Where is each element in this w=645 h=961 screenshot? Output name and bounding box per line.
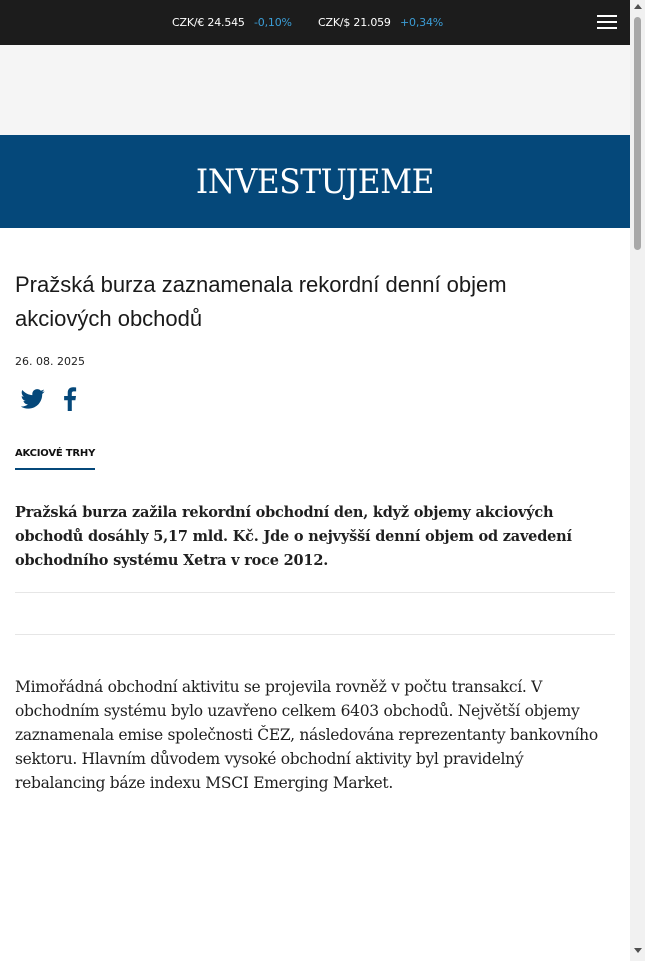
scroll-up-arrow-icon[interactable] [634, 4, 642, 9]
ticker-pair: CZK/$ 21.059 [318, 16, 391, 29]
brand-banner [0, 135, 630, 228]
ad-slot [0, 45, 630, 135]
ticker-change: -0,10% [254, 16, 292, 29]
hamburger-line [597, 15, 617, 17]
ticker-item-usd[interactable] [318, 15, 443, 31]
facebook-icon-svg [62, 387, 78, 411]
ticker-item-eur[interactable] [172, 15, 292, 31]
article-date: 26. 08. 2025 [15, 355, 85, 368]
scrollbar-thumb[interactable] [634, 17, 641, 250]
currency-ticker-bar [0, 0, 630, 45]
twitter-icon[interactable] [21, 388, 45, 410]
vertical-scrollbar[interactable] [630, 0, 645, 961]
divider [15, 634, 615, 635]
ticker-change: +0,34% [400, 16, 443, 29]
divider [15, 592, 615, 593]
article-body: Mimořádná obchodní aktivitu se projevila rovněž v počtu transakcí. V obchodním systému bylo uzavřeno celkem 6403 obchodů. Největší objemy zaznamenala emise společnosti ČEZ, následována reprezentanty bankovního sektoru. Hlavním důvodem vysoké obchodní aktivity byl pravidelný rebalancing báze indexu MSCI Emerging Market. [15, 678, 598, 792]
category-link[interactable]: AKCIOVÉ TRHY [15, 447, 95, 470]
hamburger-line [597, 27, 617, 29]
ticker-pair: CZK/€ 24.545 [172, 16, 245, 29]
site-logo[interactable]: INVESTUJEME [195, 162, 435, 202]
article-title: Pražská burza zaznamenala rekordní denní objem akciových obchodů [15, 272, 507, 331]
scroll-down-arrow-icon[interactable] [634, 948, 642, 953]
twitter-icon-svg [21, 388, 45, 410]
hamburger-menu-icon[interactable] [597, 13, 617, 31]
facebook-icon[interactable] [62, 387, 78, 411]
article-perex: Pražská burza zažila rekordní obchodní den, když objemy akciových obchodů dosáhly 5,17 mld. Kč. Jde o nejvyšší denní objem od zavedení obchodního systému Xetra v roce 2012. [15, 504, 572, 569]
hamburger-line [597, 21, 617, 23]
